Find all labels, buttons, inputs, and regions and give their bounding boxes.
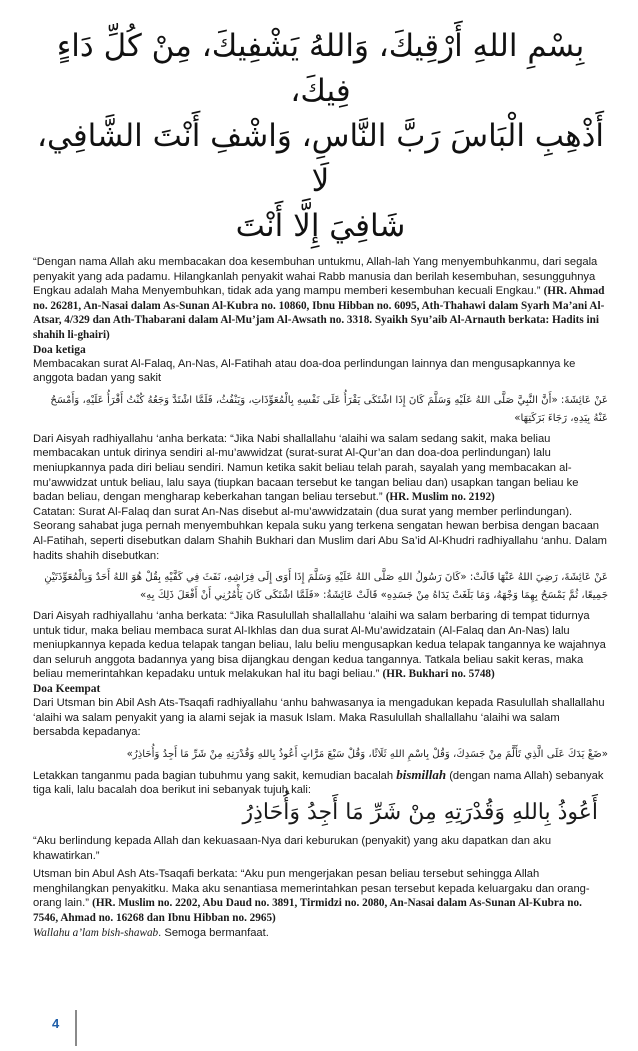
arabic-line-1: بِسْمِ اللهِ أَرْقِيكَ، وَاللهُ يَشْفِيكَ، مِنْ كُلِّ دَاءٍ فِيكَ، [56,28,585,109]
translation-paragraph-1 [33,255,608,343]
arabic-doa-audzu: أَعُوذُ بِاللهِ وَقُدْرَتِهِ مِنْ شَرِّ مَا أَجِدُ وَأُحَاذِرُ [242,800,598,826]
closing-italic: Wallahu a’lam bish-shawab [33,926,159,939]
hadith-source: (HR. Muslim no. 2202, Abu Daud no. 3891, Tirmidzi no. 2080, An-Nasai dalam As-Sunan Al-Kubra no. 7546, Ahmad no. 16268 dan Ibnu Hibban no. 2965) [33,897,582,924]
page-footer [0,1008,638,1048]
paragraph-text: Dari Aisyah radhiyallahu ‘anha berkata: “Jika Rasulullah shallallahu ‘alaihi wa salam berbaring di tempat tidurnya untuk tidur, maka beliau membaca surat Al-Ikhlas dan dua surat Al-Mu’awidzatain (Al-Falaq dan An-Nas) lalu meniupkannya kepada kedua telapak tangan beliau, lalu beliu mengusapkan kedua telapak tangannya ke wajahnya dan seluruh anggota badannya yang bisa dijangkau dengan kedua tangannya. Tatkala beliau sakit keras, maka beliau memerintahkan kepadaku untuk melakukan hal itu bagi beliau.” [33,610,606,681]
page-content [33,24,608,940]
doa-ketiga-description: Membacakan surat Al-Falaq, An-Nas, Al-Fatihah atau doa-doa perlindungan lainnya dan mengusapkannya ke anggota badan yang sakit [33,357,576,385]
arabic-hadith-utsman: «ضَعْ يَدَكَ عَلَى الَّذِي تَأَلَّمَ مِنْ جَسَدِكَ، وَقُلْ بِاسْمِ اللهِ ثَلَاثًا، وَقُلْ سَبْعَ مَرَّاتٍ أَعُوذُ بِاللهِ وَقُدْرَتِهِ مِنْ شَرِّ مَا أَجِدُ وَأُحَاذِرُ» [126,748,608,760]
closing-rest: . Semoga bermanfaat. [158,926,269,939]
translation-paragraph-4 [33,867,608,925]
hadith-source: (HR. Bukhari no. 5748) [382,668,495,681]
paragraph-text-before: Letakkan tanganmu pada bagian tubuhmu yang sakit, kemudian bacalah [33,769,397,782]
arabic-ruqyah-doa [33,24,608,249]
closing-line [33,926,608,941]
paragraph-text: “Dengan nama Allah aku membacakan doa kesembuhan untukmu, Allah-lah Yang menyembuhkanmu, dari segala penyakit yang ada padamu. Hilangkanlah penyakit wahai Rabb manusia dan berilah kesembuhan, sesungguhnya Engkau adalah Maha Menyembuhkan, tidak ada yang mampu memberi kesembuhan kecuali Engkau.” [33,256,598,298]
doa-keempat-intro: Dari Utsman bin Abil Ash Ats-Tsaqafi radhiyallahu ‘anhu bahwasanya ia mengadukan kepada Rasulullah shallallahu ‘alaihi wa salam penyakit yang ia alami sejak ia masuk Islam. Maka Rasulullah shallallahu ‘alaihi wa salam bersabda kepadanya: [33,697,605,739]
doa-translation: “Aku berlindung kepada Allah dan kekuasaan-Nya dari keburukan (penyakit) yang aku dapatkan dan aku khawatirkan.” [33,835,552,862]
arabic-hadith-aisyah-1: عَنْ عَائِشَةَ: «أَنَّ النَّبِيَّ صَلَّى اللهُ عَلَيْهِ وَسَلَّمَ كَانَ إِذَا اشْتَكَى يَقْرَأُ عَلَى نَفْسِهِ بِالْمُعَوِّذَاتِ، وَيَنْفُثُ، فَلَمَّا اشْتَدَّ وَجَعُهُ كُنْتُ أَقْرَأُ عَلَيْهِ، وَأَمْسَحُ عَنْهُ بِيَدِهِ، رَجَاءَ بَرَكَتِهَا» [50,394,608,424]
footer-divider [75,1010,77,1046]
section-heading-doa-ketiga: Doa ketiga [33,343,86,356]
instruction-paragraph [33,768,608,798]
arabic-hadith-aisyah-2: عَنْ عَائِشَةَ، رَضِيَ اللهُ عَنْهَا قَالَتْ: «كَانَ رَسُولُ اللهِ صَلَّى اللهُ عَلَيْهِ وَسَلَّمَ إِذَا أَوَى إِلَى فِرَاشِهِ، نَفَثَ فِي كَفَّيْهِ بِقُلْ هُوَ اللهُ أَحَدٌ وَبِالْمُعَوِّذَتَيْنِ جَمِيعًا، ثُمَّ يَمْسَحُ بِهِمَا وَجْهَهُ، وَمَا بَلَغَتْ يَدَاهُ مِنْ جَسَدِهِ» قَالَتْ عَائِشَةُ: «فَلَمَّا اشْتَكَى كَانَ يَأْمُرُنِي أَنْ أَفْعَلَ ذَلِكَ بِهِ» [44,572,608,602]
hadith-source: (HR. Muslim no. 2192) [385,491,495,504]
arabic-line-3: شَافِيَ إِلَّا أَنْتَ [235,208,406,244]
paragraph-text: Dari Aisyah radhiyallahu ‘anha berkata: “Jika Nabi shallallahu ‘alaihi wa salam sedang sakit, maka beliau membacakan untuk dirinya sendiri al-mu’awwidzat (surat-surat Al-Qur’an dan doa-doa perlindungan) lalu meniupkannya pada diri beliau sendiri. Namun ketika sakit beliau telah parah, sayalah yang membacakan al-mu’awwidzat untuk beliau, lalu saya (tiupkan bacaan tersebut ke tangan beliau dan) usapkan tangan beliau ke badan beliau, dengan mengharap keberkahan tangan beliau tersebut.” [33,432,579,504]
section-heading-doa-keempat: Doa Keempat [33,683,101,696]
bismillah-term: bismillah [396,766,447,782]
catatan-paragraph: Catatan: Surat Al-Falaq dan surat An-Nas disebut al-mu’awwidzatain (dua surat yang member perlindungan). Seorang sahabat juga pernah menyembuhkan kepala suku yang terkena sengatan hewan berbisa dengan bacaan Al-Fatihah, seperti disebutkan dalam Shahih Bukhari dan Muslim dari Abu Sa’id Al-Khudri radhiyallahu ‘anhu. Dalam hadits shahih disebutkan: [33,505,607,562]
page-number: 4 [52,1016,60,1031]
paragraph-text-after: (dengan nama Allah) sebanyak tiga kali, lalu bacalah doa berikut ini sebanyak tujuh kali: [33,769,604,797]
hadith-source: (HR. Ahmad no. 26281, An-Nasai dalam As-Sunan Al-Kubra no. 10860, Ibnu Hibban no. 6095, Ath-Thahawi dalam Syarh Ma’ani Al-Atsar, 4/329 dan Ath-Thabarani dalam Al-Mu’jam Al-Awsath no. 3318. Syaikh Syu’aib Al-Arnauth berkata: Hadits ini shahih li-ghairi) [33,285,605,341]
translation-paragraph-2 [33,432,608,505]
paragraph-text: Utsman bin Abul Ash Ats-Tsaqafi berkata: “Aku pun mengerjakan pesan beliau tersebut sehingga Allah menghilangkan penyakitku. Maka aku senantiasa memerintahkan pesan tersebut kepada keluargaku dan orang-orang lain.” [33,868,590,910]
translation-paragraph-3 [33,609,608,682]
arabic-line-2: أَذْهِبِ الْبَاسَ رَبَّ النَّاسِ، وَاشْفِ أَنْتَ الشَّافِي، لَا [36,118,605,199]
